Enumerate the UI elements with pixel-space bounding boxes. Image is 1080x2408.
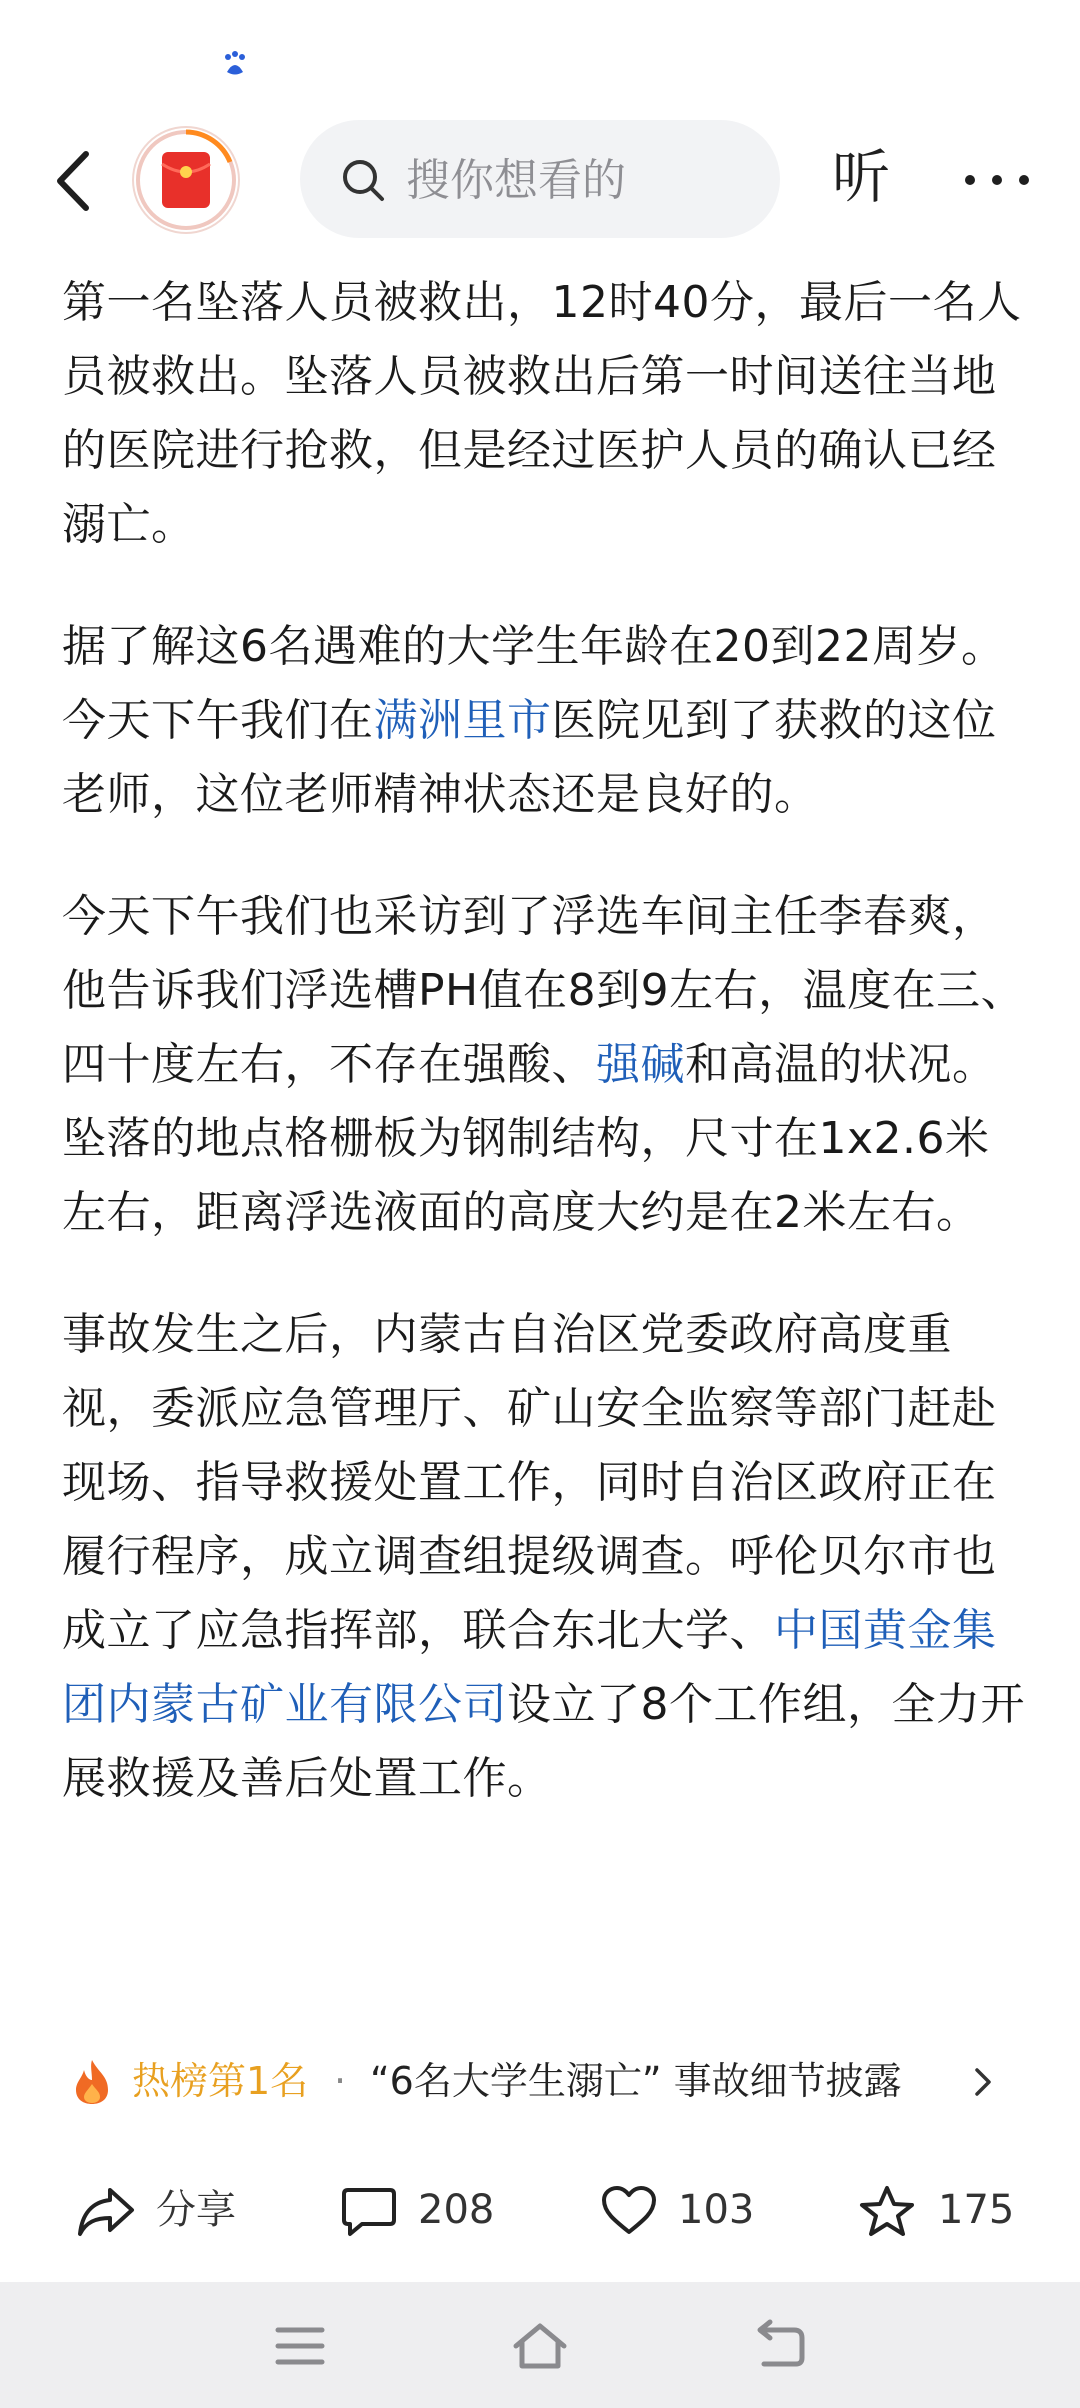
like-count: 103: [678, 2187, 755, 2233]
star-icon: [858, 2184, 916, 2238]
article-paragraph: 第一名坠落人员被救出，12时40分，最后一名人员被救出。坠落人员被救出后第一时间送往当地的医院进行抢救，但是经过医护人员的确认已经溺亡。: [62, 277, 1022, 550]
action-bar: [0, 2170, 1080, 2250]
share-icon: [76, 2184, 136, 2238]
fire-icon: [72, 2058, 112, 2106]
top-bar: [0, 120, 1080, 240]
search-box[interactable]: [300, 120, 780, 238]
article-paragraph: 据了解这6名遇难的大学生年龄在20到22周岁。今天下午我们在满洲里市医院见到了获救的这位老师，这位老师精神状态还是良好的。: [62, 621, 1006, 820]
back-arrow-icon[interactable]: [48, 146, 108, 216]
hot-rank-label: 热榜第1名: [132, 2059, 309, 2103]
article-body: [62, 266, 1028, 2014]
share-label: 分享: [156, 2187, 236, 2233]
article-paragraph: 今天下午我们也采访到了浮选车间主任李春爽，他告诉我们浮选槽PH值在8到9左右，温度在三、四十度左右，不存在强酸、强碱和高温的状况。坠落的地点格栅板为钢制结构，尺寸在1x2.6米左右，距离浮选液面的高度大约是在2米左右。: [62, 891, 1026, 1238]
back-nav-icon[interactable]: [750, 2318, 810, 2374]
comment-icon: [340, 2184, 398, 2238]
system-nav-bar: [0, 2282, 1080, 2408]
comment-button[interactable]: [340, 2170, 510, 2250]
link-manzhouli[interactable]: 满洲里市: [373, 695, 552, 746]
link-china-gold[interactable]: 中国黄金集团内蒙古矿业有限公司: [62, 1605, 997, 1730]
favorite-button[interactable]: [858, 2170, 1028, 2250]
home-icon[interactable]: [510, 2318, 570, 2374]
hot-topic-title[interactable]: “6名大学生溺亡” 事故细节披露: [370, 2059, 902, 2103]
separator-dot: ·: [334, 2059, 347, 2103]
red-packet-icon: [134, 128, 238, 232]
link-strong-alkali[interactable]: 强碱: [596, 1039, 685, 1090]
search-input[interactable]: [404, 120, 768, 240]
comment-count: 208: [418, 2187, 495, 2233]
chevron-right-icon: [972, 2066, 994, 2098]
article-paragraph: 事故发生之后，内蒙古自治区党委政府高度重视，委派应急管理厅、矿山安全监察等部门赶赴现场、指导救援处置工作，同时自治区政府正在履行程序，成立调查组提级调查。呼伦贝尔市也成立了应急指挥部，联合东北大学、中国黄金集团内蒙古矿业有限公司设立了8个工作组，全力开展救援及善后处置工作。: [62, 1309, 1025, 1804]
more-options-icon[interactable]: [962, 170, 1032, 190]
listen-button[interactable]: 听: [832, 143, 891, 211]
share-button[interactable]: [76, 2170, 246, 2250]
heart-icon: [600, 2184, 658, 2238]
account-avatar[interactable]: [134, 128, 238, 232]
baidu-paw-icon: [222, 50, 248, 78]
search-icon: [340, 157, 386, 203]
favorite-count: 175: [938, 2187, 1015, 2233]
like-button[interactable]: [600, 2170, 770, 2250]
menu-icon[interactable]: [270, 2318, 330, 2374]
hot-list-bar[interactable]: [72, 2048, 1012, 2114]
